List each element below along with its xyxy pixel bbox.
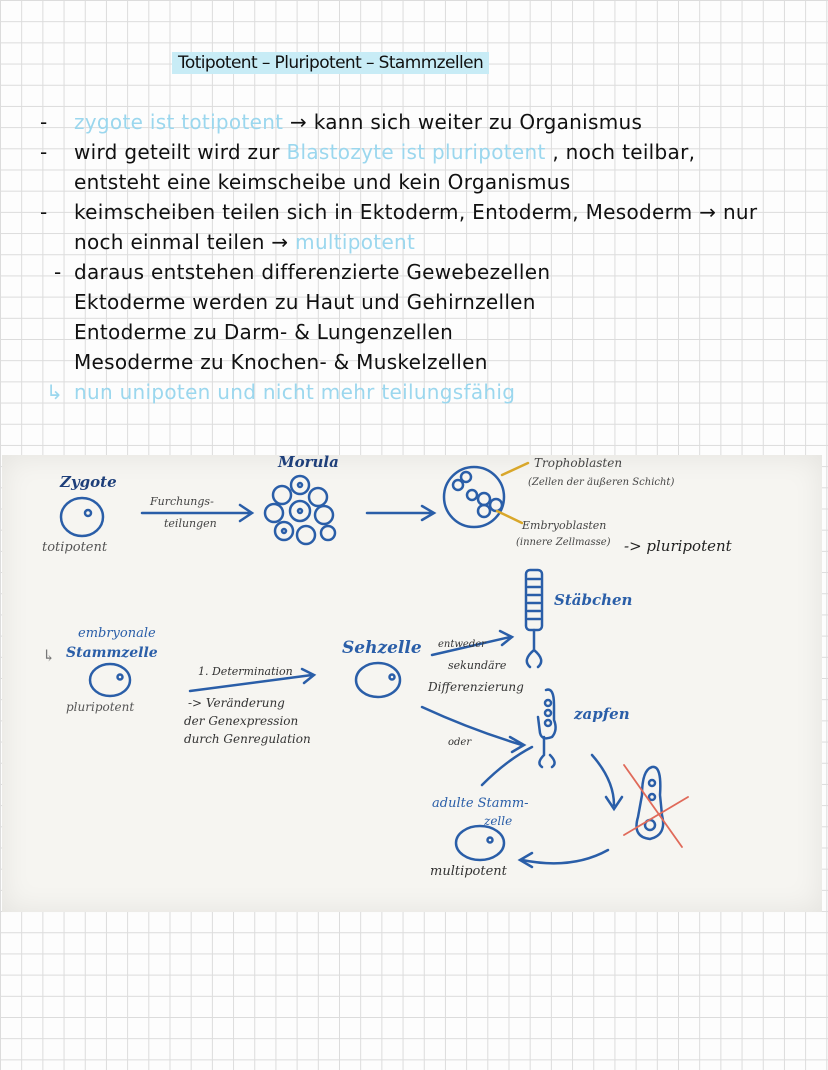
label-furchung-1: Furchungs-	[150, 495, 214, 508]
zygote-cell	[61, 498, 103, 536]
label-sekundaer: sekundäre	[448, 659, 507, 672]
label-stem-hook: ↳	[42, 646, 56, 665]
page-title: Totipotent – Pluripotent – Stammzellen	[172, 52, 489, 74]
label-adult-1: adulte Stamm-	[432, 796, 529, 811]
label-zapfen: zapfen	[574, 705, 630, 723]
label-embryoblast-2: (innere Zellmasse)	[516, 537, 611, 548]
label-determination: 1. Determination	[198, 665, 293, 678]
cell-development-diagram	[2, 455, 822, 912]
rod-cell	[526, 570, 542, 667]
label-staebchen: Stäbchen	[554, 591, 633, 609]
label-embryoblast-1: Embryoblasten	[522, 519, 607, 532]
label-multipotent: multipotent	[430, 864, 507, 879]
adult-stem-cell	[456, 826, 504, 860]
return-arrow	[520, 850, 608, 867]
label-stem-1: embryonale	[78, 626, 156, 641]
inner-cell-mass	[453, 472, 502, 517]
arrow-adult-to-cone	[482, 747, 532, 785]
label-trophoblast-2: (Zellen der äußeren Schicht)	[528, 477, 675, 488]
diagram-photo	[2, 455, 822, 912]
label-adult-2: zelle	[484, 814, 513, 828]
label-entweder: entweder	[438, 639, 486, 650]
label-veraenderung-2: der Genexpression	[184, 714, 299, 728]
arrow-to-crossed	[592, 755, 622, 809]
arrow-to-cone	[422, 707, 524, 752]
label-veraenderung-3: durch Genregulation	[184, 732, 311, 746]
label-pluripotent: pluripotent	[66, 700, 135, 714]
label-stem-2: Stammzelle	[66, 645, 158, 661]
label-veraenderung-1: -> Veränderung	[188, 696, 285, 710]
label-totipotent: totipotent	[42, 540, 108, 555]
label-trophoblast-1: Trophoblasten	[534, 456, 623, 470]
label-morula: Morula	[278, 455, 339, 471]
blastocyst-arrow	[367, 506, 434, 520]
label-sehzelle: Sehzelle	[342, 638, 422, 658]
label-differenzierung: Differenzierung	[428, 680, 524, 694]
cone-cell	[538, 690, 556, 767]
blastocyst	[444, 467, 504, 527]
embryonic-stem-cell	[90, 664, 130, 696]
label-zygote: Zygote	[60, 473, 117, 491]
label-pluripotent-arrow: -> pluripotent	[624, 537, 732, 555]
morula-cluster	[265, 476, 335, 544]
label-oder: oder	[448, 737, 472, 748]
label-furchung-2: teilungen	[164, 517, 217, 530]
